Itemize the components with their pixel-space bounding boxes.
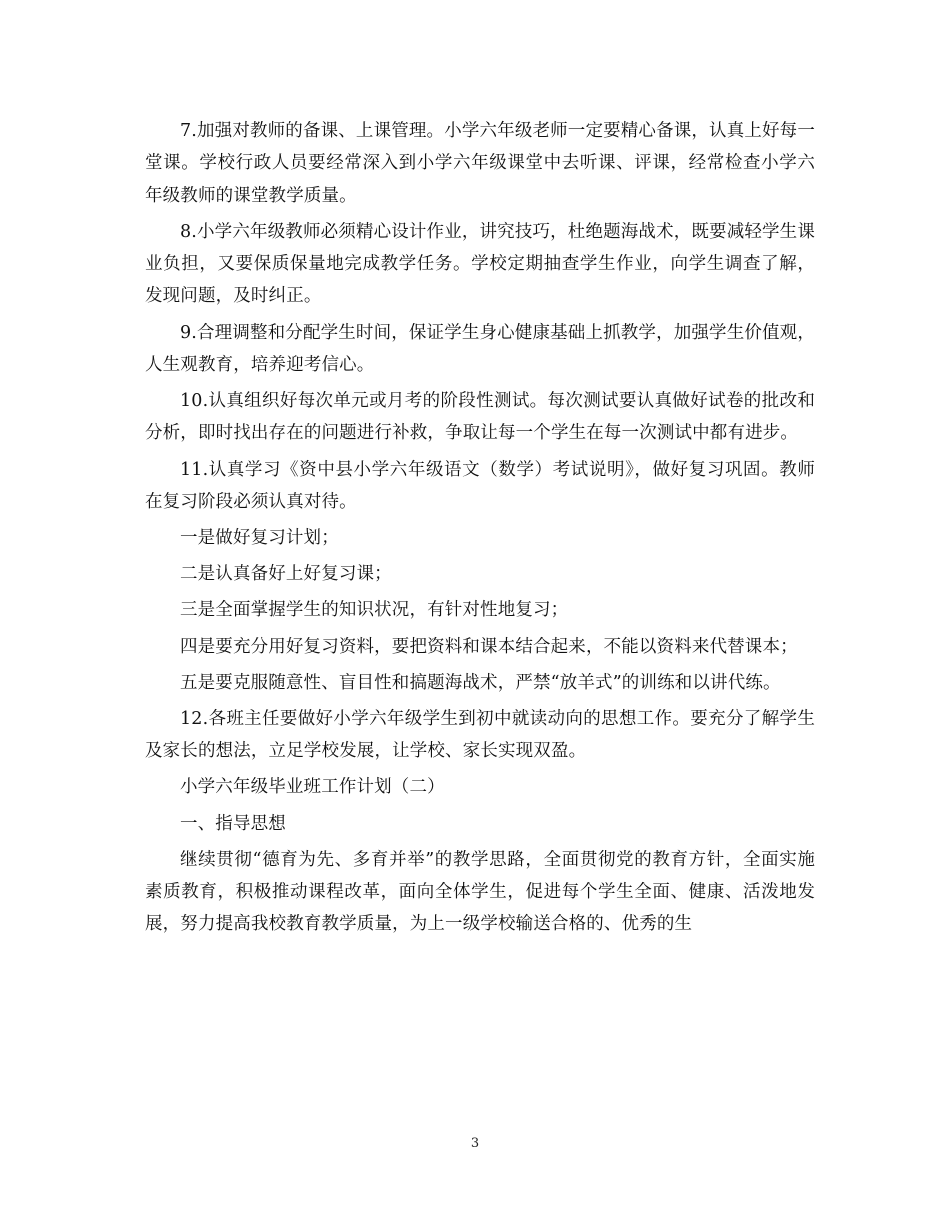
review-point-2: 二是认真备好上好复习课； bbox=[180, 564, 392, 585]
review-point-5: 五是要克服随意性、盲目性和搞题海战术，严禁“放羊式”的训练和以讲代练。 bbox=[180, 672, 781, 693]
paragraph-item-8: 8.小学六年级教师必须精心设计作业，讲究技巧，杜绝题海战术，既要减轻学生课业负担，又要保质保量地完成教学任务。学校定期抽查学生作业，向学生调查了解，发现问题，及时纠正。 bbox=[145, 221, 815, 307]
paragraph-item-10: 10.认真组织好每次单元或月考的阶段性测试。每次测试要认真做好试卷的批改和分析，即时找出存在的问题进行补救，争取让每一个学生在每一次测试中都有进步。 bbox=[145, 391, 815, 444]
page-number: 3 bbox=[470, 1136, 480, 1151]
document-body bbox=[145, 115, 815, 945]
section-title: 小学六年级毕业班工作计划（二） bbox=[180, 777, 445, 798]
section-heading: 一、指导思想 bbox=[180, 813, 286, 834]
review-point-1: 一是做好复习计划； bbox=[180, 528, 339, 549]
paragraph-item-11: 11.认真学习《资中县小学六年级语文（数学）考试说明》，做好复习巩固。教师在复习阶段必须认真对待。 bbox=[145, 459, 815, 512]
paragraph-item-7: 7.加强对教师的备课、上课管理。小学六年级老师一定要精心备课，认真上好每一堂课。学校行政人员要经常深入到小学六年级课堂中去听课、评课，经常检查小学六年级教师的课堂教学质量。 bbox=[145, 121, 815, 206]
guiding-ideology-paragraph: 继续贯彻“德育为先、多育并举”的教学思路，全面贯彻党的教育方针，全面实施素质教育，积极推动课程改革，面向全体学生，促进每个学生全面、健康、活泼地发展，努力提高我校教育教学质量，为上一级学校输送合格的、优秀的生 bbox=[145, 849, 815, 935]
review-point-3: 三是全面掌握学生的知识状况，有针对性地复习； bbox=[180, 600, 569, 621]
paragraph-item-12: 12.各班主任要做好小学六年级学生到初中就读动向的思想工作。要充分了解学生及家长的想法，立足学校发展，让学校、家长实现双盈。 bbox=[145, 708, 815, 762]
paragraph-item-9: 9.合理调整和分配学生时间，保证学生身心健康基础上抓教学，加强学生价值观，人生观教育，培养迎考信心。 bbox=[145, 322, 815, 375]
review-point-4: 四是要充分用好复习资料，要把资料和课本结合起来，不能以资料来代替课本； bbox=[180, 636, 798, 657]
